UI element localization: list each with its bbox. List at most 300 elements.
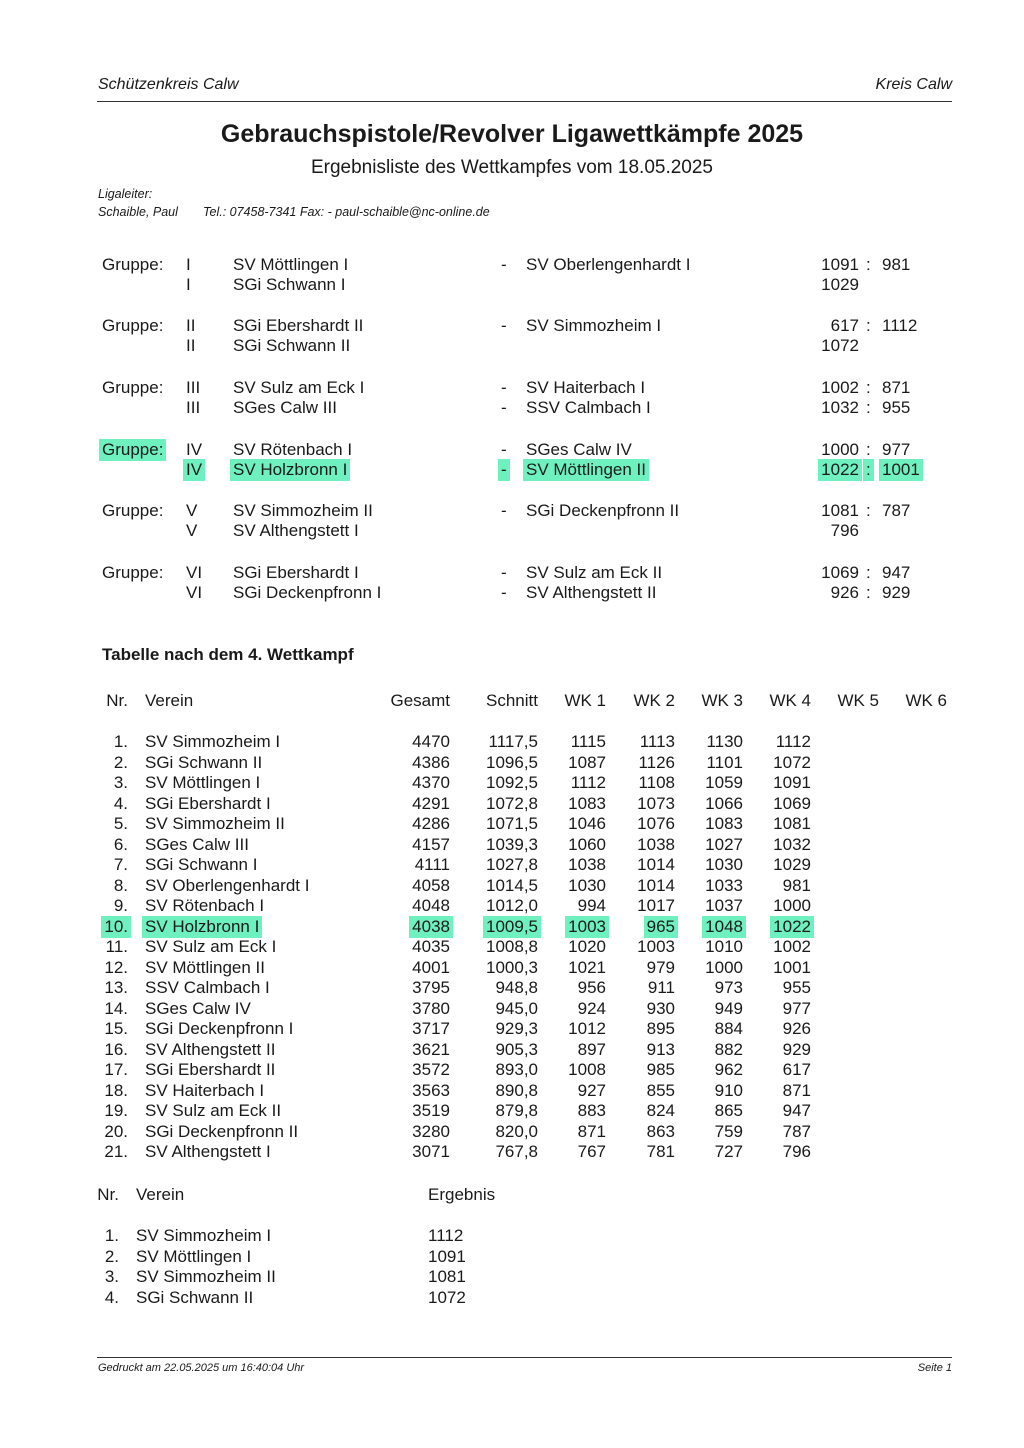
table-cell: 890,8 [495, 1080, 538, 1100]
table-cell: SV Möttlingen I [145, 773, 261, 792]
table-cell: 1059 [705, 773, 743, 792]
table-cell: 7. [113, 855, 128, 874]
table-cell: 905,3 [495, 1039, 538, 1059]
table-cell: 4048 [412, 896, 450, 915]
table-cell: 1003 [637, 937, 675, 956]
footer-rule [97, 1357, 952, 1358]
best-cell: 2. [104, 1246, 119, 1266]
table-cell: 4157 [412, 834, 450, 854]
table-cell: 15. [104, 1019, 128, 1038]
score-away: 981 [882, 255, 911, 274]
table-cell: SV Möttlingen II [145, 957, 266, 977]
group-number: V [186, 521, 198, 540]
table-cell: 4001 [412, 957, 450, 977]
column-header: WK 4 [769, 691, 811, 710]
table-cell: 1037 [705, 896, 743, 915]
table-cell: 1130 [706, 732, 743, 751]
table-cell: 18. [104, 1080, 128, 1100]
best-row [0, 1267, 1024, 1287]
table-cell: 14. [104, 998, 128, 1018]
group-number: III [186, 398, 201, 417]
score-home: 1032 [821, 398, 859, 417]
table-cell: 1117,5 [488, 732, 538, 751]
table-cell: 977 [782, 998, 811, 1018]
home-team: SGi Ebershardt II [233, 316, 364, 335]
table-cell: 1108 [638, 773, 675, 792]
table-cell: 1002 [773, 937, 811, 956]
table-cell: 20. [104, 1121, 128, 1141]
header-right: Kreis Calw [875, 76, 952, 93]
table-cell: SGi Ebershardt II [145, 1060, 276, 1079]
table-cell: 927 [577, 1080, 606, 1100]
table-cell: SV Althengstett I [145, 1142, 271, 1161]
column-header: Ergebnis [428, 1185, 496, 1204]
match-separator: - [501, 255, 507, 274]
score-colon: : [866, 316, 871, 335]
score-colon: : [866, 398, 871, 417]
group-number: VI [186, 563, 203, 582]
table-row [0, 896, 1024, 916]
table-cell: 962 [714, 1060, 743, 1079]
table-cell: 1046 [568, 814, 606, 833]
table-cell: 1115 [570, 732, 606, 751]
table-cell: 871 [782, 1080, 811, 1100]
home-team: SGi Schwann II [233, 336, 351, 355]
table-cell: 1012 [568, 1019, 606, 1038]
home-team: SGi Ebershardt I [233, 563, 359, 582]
table-cell: 3572 [412, 1060, 450, 1079]
table-cell: SV Oberlengenhardt I [145, 875, 310, 895]
table-header-row [0, 691, 1024, 711]
table-cell: 767 [577, 1142, 606, 1161]
table-cell: 1038 [637, 834, 675, 854]
away-team: SGi Deckenpfronn II [526, 501, 680, 520]
table-title: Tabelle nach dem 4. Wettkampf [102, 645, 354, 664]
table-cell: 16. [104, 1039, 128, 1059]
page-title: Gebrauchspistole/Revolver Ligawettkämpfe 2025 [220, 120, 804, 148]
home-team: SGi Deckenpfronn I [233, 583, 382, 602]
table-cell: 1069 [773, 793, 811, 813]
table-row [0, 814, 1024, 834]
table-cell: 913 [646, 1039, 675, 1059]
table-cell: 1012,0 [486, 896, 538, 915]
score-colon: : [866, 440, 871, 459]
table-cell: 1066 [705, 793, 743, 813]
table-cell: SV Sulz am Eck II [145, 1101, 282, 1120]
home-team: SV Möttlingen I [233, 255, 349, 274]
score-away: 787 [882, 501, 911, 520]
table-row [0, 1060, 1024, 1080]
table-cell: 4. [113, 793, 128, 813]
group-number: IV [186, 440, 203, 459]
away-team: SV Oberlengenhardt I [526, 255, 691, 274]
table-cell: 21. [104, 1142, 128, 1161]
table-cell: 3071 [412, 1142, 450, 1161]
table-cell: 5. [113, 814, 128, 833]
group-number: IV [183, 459, 205, 481]
table-cell: 1010 [705, 937, 743, 956]
table-cell: 1091 [773, 773, 811, 792]
table-cell: 930 [646, 998, 675, 1018]
match-separator: - [501, 378, 507, 397]
table-row [0, 958, 1024, 978]
table-cell: 985 [646, 1060, 675, 1079]
best-cell: 1081 [428, 1267, 466, 1286]
score-single: 1029 [821, 275, 859, 294]
away-team: SV Möttlingen II [523, 459, 649, 481]
table-cell: 871 [577, 1121, 606, 1141]
score-home: 1081 [821, 501, 859, 520]
group-number: II [186, 316, 196, 335]
table-cell: 8. [113, 875, 128, 895]
table-cell: 884 [714, 1019, 743, 1038]
score-away: 929 [882, 583, 911, 602]
table-cell: 955 [782, 978, 811, 997]
table-cell: SV Haiterbach I [145, 1080, 265, 1100]
away-team: SV Simmozheim I [526, 316, 662, 335]
table-cell: 1030 [705, 855, 743, 874]
table-cell: 3280 [412, 1121, 450, 1141]
table-cell: 1060 [568, 834, 606, 854]
column-header: Gesamt [390, 691, 450, 710]
table-cell: 929,3 [495, 1019, 538, 1038]
table-row [0, 1081, 1024, 1101]
score-home: 1022 [818, 459, 862, 481]
table-cell: 3795 [412, 978, 450, 997]
table-cell: 10. [101, 916, 131, 938]
match-row [0, 460, 1024, 480]
table-cell: 17. [104, 1060, 128, 1079]
group-label: Gruppe: [102, 378, 164, 397]
score-colon: : [863, 459, 874, 481]
match-row [0, 255, 1024, 275]
table-cell: 1008,8 [486, 937, 538, 956]
table-cell: 1038 [568, 855, 606, 874]
group-number: V [186, 501, 198, 520]
away-team: SSV Calmbach I [526, 398, 651, 417]
group-label: Gruppe: [102, 255, 164, 274]
table-cell: 1072,8 [486, 793, 538, 813]
best-cell: 1112 [428, 1226, 464, 1245]
table-cell: 1087 [568, 752, 606, 772]
match-row [0, 336, 1024, 356]
table-cell: 4111 [414, 855, 450, 874]
table-cell: SGes Calw IV [145, 998, 251, 1018]
table-cell: 820,0 [495, 1121, 538, 1141]
table-cell: 4058 [412, 875, 450, 895]
table-cell: 824 [646, 1101, 675, 1120]
page-subtitle: Ergebnisliste des Wettkampfes vom 18.05.2025 [310, 157, 714, 178]
match-row [0, 316, 1024, 336]
table-cell: 1000 [705, 957, 743, 977]
table-cell: 910 [714, 1080, 743, 1100]
table-row [0, 999, 1024, 1019]
table-cell: 727 [714, 1142, 743, 1161]
score-colon: : [866, 378, 871, 397]
column-header: Nr. [97, 1185, 119, 1204]
table-cell: 13. [104, 978, 128, 997]
column-header: Nr. [106, 691, 128, 710]
table-cell: 1022 [770, 916, 814, 938]
table-cell: 1113 [639, 732, 675, 751]
table-cell: 1009,5 [483, 916, 541, 938]
table-cell: 3717 [412, 1019, 450, 1038]
match-row [0, 563, 1024, 583]
best-cell: 4. [104, 1287, 119, 1307]
table-row [0, 732, 1024, 752]
score-single: 1072 [821, 336, 859, 355]
match-row [0, 521, 1024, 541]
table-row [0, 753, 1024, 773]
score-colon: : [866, 563, 871, 582]
table-cell: SSV Calmbach I [145, 978, 270, 997]
table-cell: 4038 [409, 916, 453, 938]
score-away: 1001 [879, 459, 923, 481]
table-row [0, 794, 1024, 814]
table-cell: 1092,5 [486, 773, 538, 792]
score-home: 1002 [821, 378, 859, 397]
group-number: I [186, 275, 191, 294]
table-cell: 1008 [568, 1060, 606, 1079]
match-separator: - [501, 501, 507, 520]
table-cell: 1083 [705, 814, 743, 833]
match-separator: - [501, 316, 507, 335]
footer-left: Gedruckt am 22.05.2025 um 16:40:04 Uhr [98, 1362, 305, 1374]
match-row [0, 398, 1024, 418]
match-row [0, 275, 1024, 295]
table-cell: 3519 [412, 1101, 450, 1120]
table-cell: 796 [782, 1142, 811, 1161]
group-label: Gruppe: [99, 439, 166, 461]
table-row [0, 855, 1024, 875]
table-cell: SV Rötenbach I [145, 896, 265, 915]
table-cell: 4035 [412, 937, 450, 956]
table-cell: SGi Deckenpfronn I [145, 1019, 294, 1038]
score-home: 617 [830, 316, 859, 335]
table-cell: 12. [104, 957, 128, 977]
match-separator: - [498, 459, 510, 481]
column-header: WK 6 [905, 691, 947, 710]
group-label: Gruppe: [102, 316, 164, 335]
away-team: SV Althengstett II [526, 583, 657, 602]
table-cell: 1000 [773, 896, 811, 915]
table-cell: 781 [646, 1142, 675, 1161]
away-team: SGes Calw IV [526, 440, 632, 459]
score-away: 871 [882, 378, 911, 397]
table-cell: 4370 [412, 773, 450, 792]
table-cell: 1014,5 [486, 875, 538, 895]
table-cell: 855 [646, 1080, 675, 1100]
score-away: 955 [882, 398, 911, 417]
table-cell: 949 [714, 998, 743, 1018]
score-home: 1000 [821, 440, 859, 459]
table-cell: 1039,3 [486, 834, 538, 854]
table-cell: 1126 [638, 752, 675, 772]
best-cell: SV Simmozheim II [136, 1267, 276, 1286]
home-team: SV Althengstett I [233, 521, 359, 540]
table-cell: 973 [714, 978, 743, 997]
table-row [0, 1122, 1024, 1142]
best-cell: 1. [104, 1226, 119, 1245]
score-home: 1091 [821, 255, 859, 274]
table-cell: 4470 [412, 732, 450, 751]
table-cell: 3563 [412, 1080, 450, 1100]
table-row [0, 1142, 1024, 1162]
home-team: SGi Schwann I [233, 275, 346, 294]
table-cell: 759 [714, 1121, 743, 1141]
leader-name: Schaible, Paul [98, 205, 178, 219]
table-cell: SV Althengstett II [145, 1039, 276, 1059]
table-cell: 787 [782, 1121, 811, 1141]
column-header: WK 3 [701, 691, 743, 710]
best-header-row [0, 1185, 1024, 1205]
table-cell: 9. [113, 896, 128, 915]
table-cell: 4291 [412, 793, 450, 813]
table-row [0, 773, 1024, 793]
score-home: 926 [830, 583, 859, 602]
table-cell: 1096,5 [486, 752, 538, 772]
match-row [0, 440, 1024, 460]
table-cell: SV Sulz am Eck I [145, 937, 277, 956]
best-cell: SV Simmozheim I [136, 1226, 272, 1245]
footer-right: Seite 1 [917, 1362, 952, 1374]
table-row [0, 835, 1024, 855]
group-number: II [186, 336, 196, 355]
table-cell: 947 [782, 1101, 811, 1120]
best-row [0, 1247, 1024, 1267]
table-cell: 617 [782, 1060, 811, 1079]
table-cell: 1083 [568, 793, 606, 813]
score-home: 1069 [821, 563, 859, 582]
match-separator: - [501, 440, 507, 459]
table-cell: 1027 [705, 834, 743, 854]
table-cell: SV Simmozheim I [145, 732, 281, 751]
table-cell: 4386 [412, 752, 450, 772]
column-header: Schnitt [486, 691, 538, 710]
best-row [0, 1226, 1024, 1246]
home-team: SV Rötenbach I [233, 440, 353, 459]
table-cell: 4286 [412, 814, 450, 833]
score-away: 977 [882, 440, 911, 459]
table-cell: 1071,5 [486, 814, 538, 833]
column-header: WK 2 [633, 691, 675, 710]
table-cell: 11. [105, 937, 128, 956]
table-cell: 1014 [637, 855, 675, 874]
table-cell: 767,8 [495, 1142, 538, 1161]
table-cell: 6. [113, 834, 128, 854]
table-cell: 897 [577, 1039, 606, 1059]
table-cell: 19. [104, 1101, 128, 1120]
table-cell: SGi Schwann I [145, 855, 258, 874]
home-team: SV Simmozheim II [233, 501, 373, 520]
table-cell: 1001 [773, 957, 811, 977]
table-cell: 1. [113, 732, 128, 751]
table-cell: SGes Calw III [145, 834, 249, 854]
match-separator: - [501, 563, 507, 582]
home-team: SV Sulz am Eck I [233, 378, 365, 397]
match-row [0, 378, 1024, 398]
column-header: WK 1 [564, 691, 606, 710]
table-cell: 911 [647, 978, 675, 997]
table-cell: 1112 [775, 732, 811, 751]
table-cell: 2. [113, 752, 128, 772]
column-header: Verein [145, 691, 194, 710]
table-cell: 863 [646, 1121, 675, 1141]
table-cell: SGi Deckenpfronn II [145, 1121, 299, 1141]
table-cell: 1021 [568, 957, 606, 977]
table-row [0, 1101, 1024, 1121]
table-cell: 1000,3 [486, 957, 538, 977]
score-colon: : [866, 501, 871, 520]
table-row [0, 876, 1024, 896]
table-cell: 1032 [773, 834, 811, 854]
table-cell: 1072 [773, 752, 811, 772]
table-cell: 1027,8 [486, 855, 538, 874]
score-away: 947 [882, 563, 911, 582]
table-row [0, 1040, 1024, 1060]
table-cell: 1029 [773, 855, 811, 874]
group-label: Gruppe: [102, 501, 164, 520]
header-left: Schützenkreis Calw [98, 76, 239, 93]
table-cell: 924 [577, 998, 606, 1018]
table-cell: 1014 [637, 875, 675, 895]
home-team: SV Holzbronn I [230, 459, 350, 481]
match-row [0, 583, 1024, 603]
table-cell: 1030 [568, 875, 606, 895]
score-colon: : [866, 583, 871, 602]
home-team: SGes Calw III [233, 398, 337, 417]
table-cell: 893,0 [495, 1060, 538, 1079]
table-cell: 926 [782, 1019, 811, 1038]
group-number: I [186, 255, 191, 274]
table-cell: 3621 [412, 1039, 450, 1059]
table-row [0, 1019, 1024, 1039]
table-row [0, 917, 1024, 937]
table-cell: 1101 [706, 752, 743, 772]
table-cell: 1017 [637, 896, 675, 915]
leader-contact: Tel.: 07458-7341 Fax: - paul-schaible@nc-online.de [203, 205, 490, 219]
leader-label: Ligaleiter: [98, 187, 153, 201]
away-team: SV Haiterbach I [526, 378, 646, 397]
group-number: VI [186, 583, 203, 602]
table-cell: 945,0 [495, 998, 538, 1018]
table-cell: SV Holzbronn I [142, 916, 262, 938]
match-separator: - [501, 583, 507, 602]
header-rule [97, 101, 952, 102]
table-cell: 865 [714, 1101, 743, 1120]
best-cell: SV Möttlingen I [136, 1246, 252, 1266]
table-cell: 1003 [565, 916, 609, 938]
table-cell: 3. [113, 773, 128, 792]
group-number: III [186, 378, 201, 397]
table-cell: 3780 [412, 998, 450, 1018]
table-cell: 956 [577, 978, 606, 997]
best-cell: 1072 [428, 1287, 466, 1307]
away-team: SV Sulz am Eck II [526, 563, 663, 582]
table-cell: 994 [577, 896, 606, 915]
table-cell: 1076 [637, 814, 675, 833]
table-cell: 1048 [702, 916, 746, 938]
column-header: Verein [136, 1185, 185, 1204]
table-cell: SGi Ebershardt I [145, 793, 271, 813]
table-cell: 879,8 [495, 1101, 538, 1120]
best-row [0, 1288, 1024, 1308]
table-cell: 1081 [773, 814, 811, 833]
table-cell: 1020 [568, 937, 606, 956]
table-cell: SGi Schwann II [145, 752, 263, 772]
table-row [0, 937, 1024, 957]
table-cell: 1073 [637, 793, 675, 813]
